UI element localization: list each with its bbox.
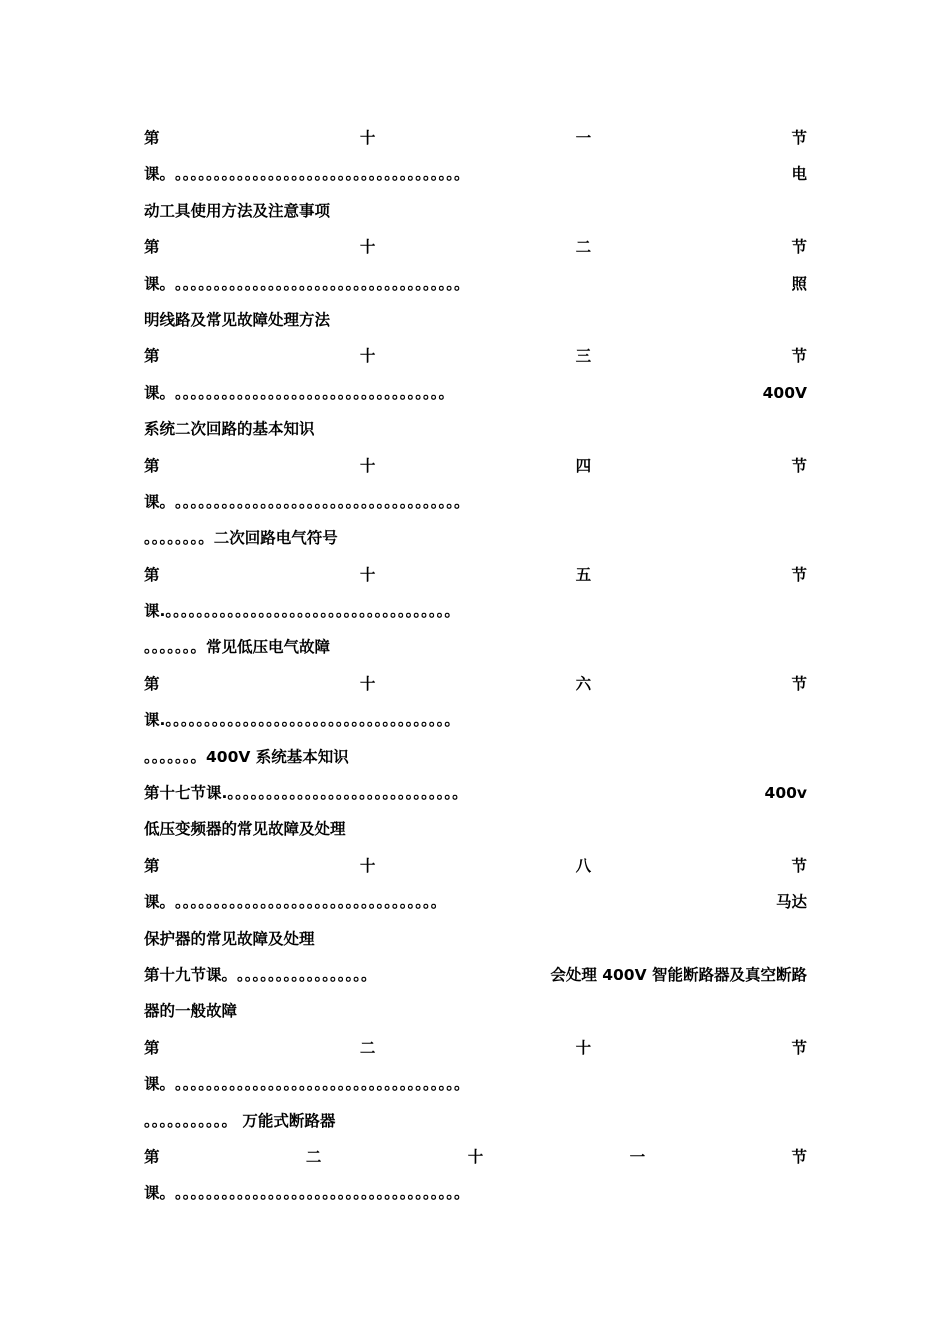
- toc-heading-char: 第: [144, 1038, 160, 1057]
- toc-title-start: 马达: [775, 893, 807, 912]
- toc-line: [144, 229, 807, 265]
- toc-dot-leader: 。。。。。。。。。。。。。。。。。。。。。。。。。。。。。。。。。。。: [175, 383, 455, 402]
- toc-lesson-label: 课。: [144, 165, 176, 184]
- toc-title-text: 。。。。。。。400V 系统基本知识: [144, 747, 349, 766]
- toc-heading-char: 第: [144, 856, 160, 875]
- toc-dot-leader: 。。。。。。。。。。。。。。。。。。。。。。。。。。。。。。。。。。。。。: [165, 602, 460, 621]
- toc-line: [144, 338, 807, 374]
- toc-line: [144, 1175, 807, 1211]
- toc-line: [144, 1139, 807, 1175]
- toc-dot-leader: 。。。。。。。。。。。。。。。。。。。。。。。。。。。。。。。。。。。。。: [175, 1075, 470, 1094]
- toc-heading-char: 十: [575, 1038, 592, 1057]
- toc-heading-char: 第: [144, 456, 160, 475]
- toc-line: [144, 1030, 807, 1066]
- toc-line: [144, 957, 807, 993]
- toc-heading-char: 十: [359, 674, 376, 693]
- toc-heading-char: 十: [359, 238, 376, 257]
- toc-heading-char: 节: [791, 129, 807, 147]
- toc-line: [144, 484, 807, 520]
- toc-line: [144, 848, 807, 884]
- toc-line: [144, 993, 807, 1029]
- toc-line: [144, 921, 807, 957]
- toc-line: [144, 775, 807, 811]
- toc-dot-leader: 。。。。。。。。。。。。。。。。。: [237, 965, 377, 984]
- toc-heading-char: 节: [791, 456, 807, 475]
- toc-title-start: 会处理 400V 智能断路器及真空断路: [550, 965, 807, 984]
- toc-title-text: 系统二次回路的基本知识: [144, 420, 315, 439]
- toc-heading-char: 二: [575, 238, 592, 257]
- toc-lesson-label: 第十七节课.: [144, 784, 228, 803]
- toc-line: [144, 739, 807, 775]
- toc-heading-char: 节: [791, 347, 807, 366]
- toc-lesson-label: 课.: [144, 602, 166, 621]
- toc-dot-leader: 。。。。。。。。。。。。。。。。。。。。。。。。。。。。。。。。。。。。。: [175, 165, 470, 184]
- toc-heading-char: 十: [359, 129, 376, 147]
- toc-line: [144, 302, 807, 338]
- toc-heading-char: 第: [144, 129, 160, 147]
- toc-title-text: 。。。。。。。。二次回路电气符号: [144, 529, 338, 548]
- table-of-contents: [144, 120, 807, 1212]
- toc-line: [144, 448, 807, 484]
- toc-heading-char: 节: [791, 674, 807, 693]
- toc-title-text: 器的一般故障: [144, 1002, 238, 1021]
- toc-heading-char: 节: [791, 1038, 807, 1057]
- toc-heading-char: 第: [144, 238, 160, 257]
- toc-line: [144, 593, 807, 629]
- toc-lesson-label: 课。: [144, 274, 176, 293]
- toc-heading-char: 十: [359, 856, 376, 875]
- toc-line: [144, 811, 807, 847]
- toc-heading-char: 节: [791, 856, 807, 875]
- toc-dot-leader: 。。。。。。。。。。。。。。。。。。。。。。。。。。。。。。。。。。: [175, 893, 447, 912]
- toc-heading-char: 节: [791, 1147, 807, 1166]
- toc-line: [144, 666, 807, 702]
- toc-title-start: 400v: [764, 784, 807, 803]
- toc-heading-char: 第: [144, 1147, 160, 1166]
- toc-lesson-label: 课。: [144, 1184, 176, 1203]
- toc-dot-leader: 。。。。。。。。。。。。。。。。。。。。。。。。。。。。。。。。。。。。。: [175, 274, 470, 293]
- toc-heading-char: 一: [629, 1147, 646, 1166]
- toc-heading-char: 五: [575, 565, 592, 584]
- toc-line: [144, 120, 807, 156]
- toc-lesson-label: 课。: [144, 1075, 176, 1094]
- toc-heading-char: 节: [791, 565, 807, 584]
- toc-heading-char: 二: [359, 1038, 376, 1057]
- toc-line: [144, 702, 807, 738]
- toc-heading-char: 二: [305, 1147, 322, 1166]
- toc-heading-char: 三: [575, 347, 592, 366]
- toc-title-text: 保护器的常见故障及处理: [144, 929, 315, 948]
- toc-dot-leader: 。。。。。。。。。。。。。。。。。。。。。。。。。。。。。。。。。。。。。: [165, 711, 460, 730]
- toc-title-text: 明线路及常见故障处理方法: [144, 310, 331, 329]
- toc-dot-leader: 。。。。。。。。。。。。。。。。。。。。。。。。。。。。。。。。。。。。。: [175, 1184, 470, 1203]
- toc-heading-char: 十: [359, 456, 376, 475]
- toc-heading-char: 一: [575, 129, 592, 147]
- toc-lesson-label: 课。: [144, 492, 176, 511]
- toc-heading-char: 六: [575, 674, 592, 693]
- toc-heading-char: 十: [359, 347, 376, 366]
- toc-heading-char: 八: [575, 856, 592, 875]
- toc-heading-char: 十: [359, 565, 376, 584]
- toc-title-text: 。。。。。。。。。。。 万能式断路器: [144, 1111, 336, 1130]
- toc-title-text: 低压变频器的常见故障及处理: [144, 820, 346, 839]
- toc-line: [144, 411, 807, 447]
- toc-line: [144, 520, 807, 556]
- toc-lesson-label: 课.: [144, 711, 166, 730]
- toc-lesson-label: 第十九节课。: [144, 965, 238, 984]
- toc-line: [144, 557, 807, 593]
- toc-line: [144, 193, 807, 229]
- toc-line: [144, 266, 807, 302]
- toc-title-text: 。。。。。。。常见低压电气故障: [144, 638, 331, 657]
- toc-title-start: 电: [791, 165, 807, 184]
- toc-title-start: 照: [791, 274, 807, 293]
- toc-dot-leader: 。。。。。。。。。。。。。。。。。。。。。。。。。。。。。。: [227, 784, 468, 803]
- toc-heading-char: 第: [144, 674, 160, 693]
- toc-dot-leader: 。。。。。。。。。。。。。。。。。。。。。。。。。。。。。。。。。。。。。: [175, 492, 470, 511]
- toc-heading-char: 第: [144, 565, 160, 584]
- toc-heading-char: 节: [791, 238, 807, 257]
- toc-line: [144, 156, 807, 192]
- toc-line: [144, 1066, 807, 1102]
- toc-lesson-label: 课。: [144, 383, 176, 402]
- toc-title-start: 400V: [762, 383, 807, 402]
- toc-line: [144, 884, 807, 920]
- toc-lesson-label: 课。: [144, 893, 176, 912]
- toc-line: [144, 375, 807, 411]
- toc-heading-char: 四: [575, 456, 592, 475]
- toc-heading-char: 十: [467, 1147, 484, 1166]
- toc-line: [144, 629, 807, 665]
- toc-line: [144, 1103, 807, 1139]
- toc-title-text: 动工具使用方法及注意事项: [144, 201, 331, 220]
- toc-heading-char: 第: [144, 347, 160, 366]
